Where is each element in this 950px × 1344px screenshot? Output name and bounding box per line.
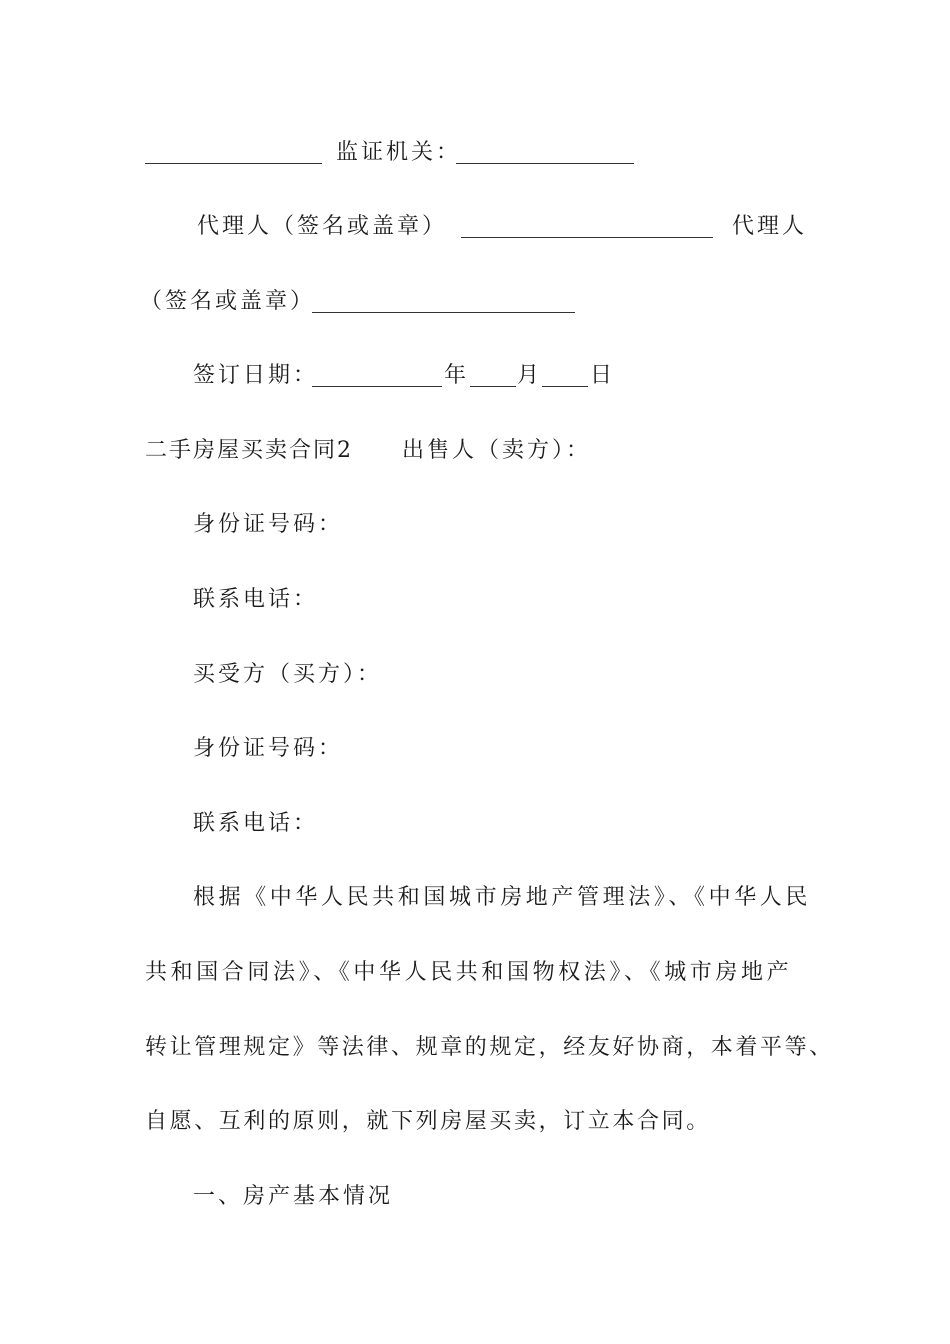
agent2-label-start: 代理人	[732, 214, 808, 239]
supervisory-authority-blank[interactable]	[456, 133, 634, 164]
supervisory-authority-line	[0, 133, 950, 173]
year-blank[interactable]	[312, 356, 442, 387]
month-label: 月	[517, 363, 543, 388]
agent2-label-cont: （签名或盖章）	[140, 289, 316, 314]
paragraph-line-2	[0, 953, 950, 993]
seller-phone-line	[0, 580, 950, 620]
signature-blank[interactable]	[145, 133, 322, 164]
seller-label: 出售人（卖方）：	[402, 438, 592, 463]
day-blank[interactable]	[542, 356, 588, 387]
paragraph-text: 自愿、互利的原则，就下列房屋买卖，订立本合同。	[145, 1109, 711, 1134]
agent1-label: 代理人（签名或盖章）	[197, 214, 448, 239]
section-heading: 一、房产基本情况	[193, 1184, 394, 1209]
agent1-signature-blank[interactable]	[461, 207, 713, 238]
seller-id-line	[0, 505, 950, 545]
seller-phone-label: 联系电话：	[193, 587, 319, 612]
buyer-id-line	[0, 729, 950, 769]
sign-date-label: 签订日期：	[193, 363, 319, 388]
month-blank[interactable]	[470, 356, 516, 387]
buyer-label: 买受方（买方）：	[193, 662, 383, 687]
agent2-signature-blank[interactable]	[312, 282, 575, 313]
section-heading-line	[0, 1177, 950, 1217]
year-label: 年	[444, 363, 470, 388]
buyer-phone-line	[0, 804, 950, 844]
paragraph-text: 根据《中华人民共和国城市房地产管理法》、《中华人民	[193, 885, 812, 910]
sign-date-line	[0, 356, 950, 396]
day-label: 日	[590, 363, 616, 388]
supervisory-authority-label: 监证机关：	[336, 140, 462, 165]
paragraph-text: 共和国合同法》、《中华人民共和国物权法》、《城市房地产	[145, 960, 793, 985]
paragraph-text: 转让管理规定》等法律、规章的规定，经友好协商，本着平等、	[145, 1035, 834, 1060]
paragraph-line-3	[0, 1028, 950, 1068]
contract-title-line	[0, 431, 950, 471]
agent-line-1	[0, 207, 950, 247]
buyer-line	[0, 655, 950, 695]
buyer-phone-label: 联系电话：	[193, 811, 319, 836]
paragraph-line-1	[0, 878, 950, 918]
agent-line-2	[0, 282, 950, 322]
paragraph-line-4	[0, 1102, 950, 1142]
contract-title: 二手房屋买卖合同2	[145, 438, 353, 463]
buyer-id-label: 身份证号码：	[193, 736, 344, 761]
seller-id-label: 身份证号码：	[193, 512, 344, 537]
